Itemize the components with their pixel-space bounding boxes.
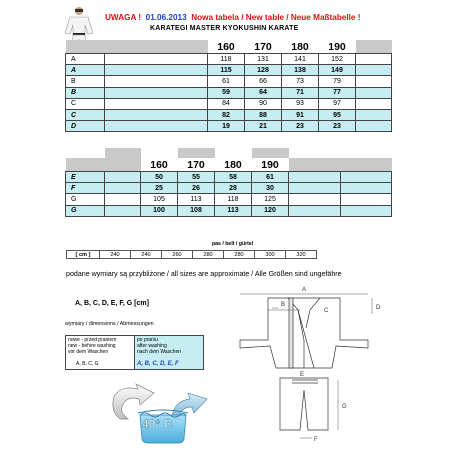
washing-table — [65, 335, 204, 370]
wash-temperature: 40° C — [142, 417, 173, 431]
size-header: 170 — [245, 40, 282, 54]
size-value: 118 — [215, 194, 252, 205]
size-value: 55 — [178, 172, 215, 183]
size-value: 91 — [282, 109, 319, 120]
blank-cell — [289, 183, 341, 194]
blank-cell — [356, 87, 392, 98]
size-value: 59 — [208, 87, 245, 98]
size-value: 105 — [141, 194, 178, 205]
size-header: 160 — [208, 40, 245, 54]
size-value: 61 — [252, 172, 289, 183]
size-row — [66, 76, 392, 87]
size-value: 128 — [245, 65, 282, 76]
size-value: 30 — [252, 183, 289, 194]
size-row — [66, 65, 392, 76]
before-washing-line: new - before washing — [68, 343, 116, 349]
size-table-1 — [65, 40, 392, 132]
belt-length: 300 — [255, 251, 286, 259]
size-value: 113 — [178, 194, 215, 205]
blank-cell — [356, 54, 392, 65]
washing-basin-icon — [110, 383, 225, 445]
blank-cell — [356, 98, 392, 109]
row-label: C — [66, 109, 105, 120]
size-row — [66, 109, 392, 120]
blank-cell — [289, 172, 341, 183]
header-subtitle: KARATEGI MASTER KYOKUSHIN KARATE — [150, 25, 299, 32]
belt-length: 240 — [131, 251, 162, 259]
row-label: B — [66, 87, 105, 98]
size-value: 152 — [319, 54, 356, 65]
size-header-row — [66, 158, 392, 172]
blank-cell — [105, 183, 141, 194]
size-value: 93 — [282, 98, 319, 109]
size-value: 141 — [282, 54, 319, 65]
size-header: 180 — [215, 158, 252, 172]
after-washing-dims: A, B, C, D, E, F — [137, 361, 179, 367]
blank-cell — [340, 172, 392, 183]
size-value: 21 — [245, 121, 282, 132]
size-value: 100 — [141, 205, 178, 216]
size-value: 26 — [178, 183, 215, 194]
size-row — [66, 183, 392, 194]
size-value: 118 — [208, 54, 245, 65]
row-label: A — [66, 65, 105, 76]
row-label: D — [66, 121, 105, 132]
blank-cell — [105, 98, 208, 109]
dimensions-letters-label: A, B, C, D, E, F, G [cm] — [75, 300, 149, 307]
belt-length: 280 — [224, 251, 255, 259]
blank-cell — [356, 121, 392, 132]
diagram-letter-g: G — [342, 404, 347, 410]
diagram-letter-e: E — [300, 372, 305, 378]
row-label: E — [66, 172, 105, 183]
header-date: 01.06.2013 — [145, 13, 187, 22]
size-value: 79 — [319, 76, 356, 87]
size-value: 113 — [215, 205, 252, 216]
size-row — [66, 172, 392, 183]
after-washing-cell — [135, 336, 204, 370]
blank-cell — [105, 87, 208, 98]
size-value: 108 — [178, 205, 215, 216]
size-value: 84 — [208, 98, 245, 109]
size-row — [66, 98, 392, 109]
after-washing-line: po praniu — [137, 337, 158, 343]
before-washing-line: vor dem Waschen — [68, 349, 109, 355]
size-row — [66, 205, 392, 216]
size-value: 125 — [252, 194, 289, 205]
size-value: 88 — [245, 109, 282, 120]
belt-length: 320 — [286, 251, 317, 259]
blank-cell — [105, 76, 208, 87]
belt-length: 260 — [162, 251, 193, 259]
blank-cell — [340, 194, 392, 205]
size-value: 50 — [141, 172, 178, 183]
belt-length: 240 — [100, 251, 131, 259]
row-label: G — [66, 194, 105, 205]
size-value: 25 — [141, 183, 178, 194]
size-value: 90 — [245, 98, 282, 109]
size-header-row — [66, 40, 392, 54]
karategi-dimensions-diagram — [228, 280, 398, 445]
before-washing-dims: A, B, C, G — [76, 361, 99, 367]
size-value: 115 — [208, 65, 245, 76]
size-header: 190 — [319, 40, 356, 54]
blank-cell — [356, 65, 392, 76]
header-prefix: UWAGA ! — [105, 13, 142, 22]
size-value: 61 — [208, 76, 245, 87]
size-header: 170 — [178, 158, 215, 172]
row-label: F — [66, 183, 105, 194]
belt-table — [66, 250, 317, 259]
size-row — [66, 194, 392, 205]
after-washing-line: nach dem Waschen — [137, 349, 182, 355]
size-gap-row — [66, 148, 392, 158]
size-row — [66, 121, 392, 132]
size-value: 131 — [245, 54, 282, 65]
header-new-table: Nowa tabela / New table / Neue Maßtabelle ! — [191, 13, 361, 22]
size-header: 190 — [252, 158, 289, 172]
size-value: 73 — [282, 76, 319, 87]
diagram-letter-d: D — [376, 305, 381, 311]
blank-cell — [356, 109, 392, 120]
size-value: 77 — [319, 87, 356, 98]
blank-cell — [289, 205, 341, 216]
blank-cell — [105, 205, 141, 216]
size-header: 160 — [141, 158, 178, 172]
size-value: 66 — [245, 76, 282, 87]
blank-cell — [289, 194, 341, 205]
size-row — [66, 54, 392, 65]
blank-cell — [340, 205, 392, 216]
diagram-letter-b: B — [281, 302, 286, 308]
blank-cell — [105, 121, 208, 132]
blank-cell — [340, 183, 392, 194]
diagram-letter-a: A — [302, 287, 307, 293]
belt-label: pas / belt / gürtel — [212, 241, 254, 247]
blank-cell — [105, 194, 141, 205]
belt-length: 280 — [193, 251, 224, 259]
size-value: 19 — [208, 121, 245, 132]
after-washing-line: after washing — [137, 343, 167, 349]
blank-cell — [356, 76, 392, 87]
row-label: A — [66, 54, 105, 65]
size-value: 95 — [319, 109, 356, 120]
size-table-2 — [65, 148, 392, 217]
size-value: 58 — [215, 172, 252, 183]
size-value: 23 — [282, 121, 319, 132]
size-value: 71 — [282, 87, 319, 98]
blank-cell — [105, 65, 208, 76]
diagram-letter-f: F — [314, 437, 318, 443]
blank-cell — [105, 54, 208, 65]
row-label: G — [66, 205, 105, 216]
before-washing-cell — [66, 336, 135, 370]
size-value: 97 — [319, 98, 356, 109]
size-value: 82 — [208, 109, 245, 120]
size-row — [66, 87, 392, 98]
size-value: 23 — [319, 121, 356, 132]
size-value: 28 — [215, 183, 252, 194]
blank-cell — [105, 172, 141, 183]
approximate-note: podane wymiary są przybliżone / all sizes are approximate / Alle Größen sind ungefähre — [66, 270, 342, 278]
row-label: C — [66, 98, 105, 109]
size-value: 138 — [282, 65, 319, 76]
row-label: B — [66, 76, 105, 87]
size-value: 64 — [245, 87, 282, 98]
size-header: 180 — [282, 40, 319, 54]
size-value: 120 — [252, 205, 289, 216]
diagram-letter-c: C — [324, 308, 329, 314]
before-washing-line: nowe - przed praniem — [68, 337, 117, 343]
belt-unit: [ cm ] — [67, 251, 100, 259]
header-title — [105, 13, 360, 22]
blank-cell — [105, 109, 208, 120]
size-value: 149 — [319, 65, 356, 76]
dimensions-label: wymiary / dimensions / Abmessungen — [65, 321, 154, 327]
